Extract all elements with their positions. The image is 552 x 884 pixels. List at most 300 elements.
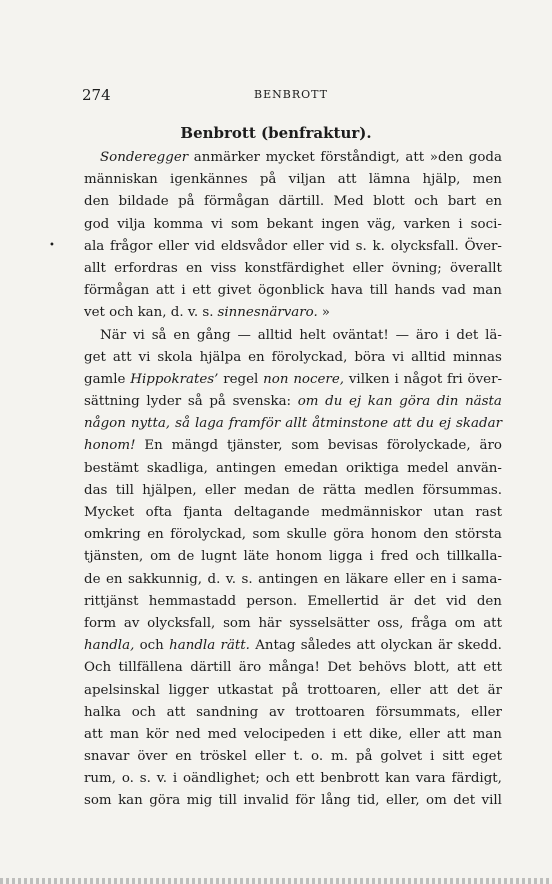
word: som (84, 793, 112, 809)
word: att (84, 726, 103, 742)
text-line (84, 347, 502, 369)
word: ej (349, 394, 362, 410)
text-line (84, 657, 502, 679)
word: ned (175, 726, 201, 742)
word: och (415, 549, 440, 565)
text-line (84, 391, 502, 413)
text-line (84, 480, 502, 502)
word: nytta, (130, 416, 171, 432)
word: i (430, 749, 435, 765)
word: blott (373, 194, 405, 210)
word: antingen (215, 460, 276, 476)
word: honom (370, 527, 417, 543)
word: använ- (456, 460, 502, 476)
word: om (150, 549, 171, 565)
text-line (84, 435, 502, 457)
word: att (446, 726, 466, 742)
word: läkare (345, 571, 389, 587)
word: minnas (452, 349, 502, 365)
word: någon (84, 416, 126, 432)
word: till (369, 283, 388, 299)
word: i (332, 726, 337, 742)
word: vad (441, 283, 466, 299)
text-line (84, 524, 502, 546)
word: mängd (171, 438, 219, 454)
text-line (84, 680, 502, 702)
word: i (181, 283, 186, 299)
word: att (112, 349, 132, 365)
word: lämna (368, 172, 411, 188)
word: nästa (465, 394, 502, 410)
word: ett (343, 726, 362, 742)
word: på (259, 172, 277, 188)
word: tjänsten, (84, 549, 144, 565)
word: till (218, 793, 237, 809)
word: på (355, 749, 373, 765)
word: Över- (464, 238, 502, 254)
word: kör (146, 726, 169, 742)
word: eller (292, 238, 324, 254)
margin-mark: • (49, 240, 55, 251)
word: vilja (117, 216, 146, 232)
word: Det (327, 660, 352, 676)
word: handla (169, 638, 216, 654)
word: d. (207, 571, 221, 587)
word: non (263, 371, 289, 387)
word: av (123, 615, 140, 631)
word: att (393, 416, 412, 432)
word: om (454, 615, 476, 631)
word: på (281, 682, 299, 698)
word: man (472, 726, 502, 742)
word: och (414, 194, 439, 210)
page-header (82, 86, 500, 108)
word: medan (243, 482, 290, 498)
word: frågor (110, 238, 153, 254)
word: hjälpen, (142, 482, 197, 498)
word: komma (153, 216, 204, 232)
text-line (84, 214, 502, 236)
word: eller (352, 260, 384, 276)
word: kan (367, 394, 393, 410)
word: man (472, 283, 502, 299)
word: i (458, 216, 463, 232)
word: göra (399, 394, 431, 410)
word: tjänster, (226, 438, 283, 454)
word: sakkunnig, (127, 571, 203, 587)
word: här (258, 615, 282, 631)
word: deltagande (233, 505, 310, 520)
word: gång (196, 327, 231, 343)
word: apelsinskal (84, 682, 160, 698)
word: vi (211, 216, 223, 232)
text-run: sinnesnärvaro. (217, 305, 318, 321)
word: helt (299, 327, 326, 343)
word: över (137, 749, 168, 765)
word: medel (407, 460, 449, 476)
word: handla, (84, 638, 135, 654)
word: oriktiga (345, 460, 400, 476)
word: kan (118, 793, 143, 809)
word: lyder (146, 394, 182, 410)
word: med (207, 726, 237, 742)
word: En (144, 438, 163, 454)
page-number: 274 (82, 86, 111, 104)
word: fred (380, 549, 409, 565)
word: en (173, 327, 190, 343)
word: rum, (84, 771, 116, 787)
word: böra (354, 349, 386, 365)
word: oändlighet; (183, 771, 260, 787)
text-line (84, 325, 502, 347)
word: du (325, 394, 343, 410)
word: men (472, 172, 502, 188)
word: alltid (411, 349, 446, 365)
word: i (445, 327, 450, 343)
word: s. (139, 771, 151, 787)
text-line (84, 702, 502, 724)
word: att (483, 615, 502, 631)
word: de (84, 571, 101, 587)
word: trottoaren (295, 704, 365, 720)
word: igenkännes (170, 172, 248, 188)
word: antingen (258, 571, 319, 587)
word: das (84, 482, 108, 498)
word: halka (84, 704, 121, 720)
word: vid (329, 238, 350, 254)
word: förolyckad, (271, 349, 348, 365)
word: tillkalla- (446, 549, 502, 565)
word: så (175, 416, 190, 432)
word: kan (385, 771, 410, 787)
word: ett (295, 771, 315, 787)
word: en (147, 527, 164, 543)
word: ej (438, 416, 452, 432)
word: äro (479, 438, 502, 454)
word: det (413, 593, 436, 609)
text-line (84, 280, 502, 302)
word: dike, (368, 726, 403, 742)
word: honom (275, 549, 323, 565)
text-line (84, 258, 502, 280)
word: blott, (413, 660, 450, 676)
text-line (84, 746, 502, 768)
word: olycksfall. (390, 238, 459, 254)
word: medlen (364, 482, 415, 498)
word: o. (121, 771, 134, 787)
word: att (337, 172, 357, 188)
word: sandning (196, 704, 259, 720)
word: rätta (322, 482, 356, 498)
text-line (84, 790, 502, 812)
word: således (300, 638, 352, 654)
word: tröskel (199, 749, 247, 765)
word: nocere, (293, 371, 345, 387)
word: Mycket (84, 505, 135, 520)
word: människan (84, 172, 158, 188)
word: skadar (456, 416, 502, 432)
word: regel (223, 371, 259, 387)
word: i (369, 549, 374, 565)
word: förmågan (204, 194, 270, 210)
word: och (265, 771, 290, 787)
word: eller, (385, 793, 420, 809)
word: svenska: (232, 394, 292, 410)
word: på (178, 194, 195, 210)
word: fri (447, 371, 463, 387)
word: rätt. (220, 638, 250, 654)
word: olyckan (380, 638, 433, 654)
word: som (252, 527, 281, 543)
text-line (84, 768, 502, 790)
word: tillfällena (118, 660, 183, 676)
word: är (487, 682, 502, 698)
text-line (84, 724, 502, 746)
text-line (84, 369, 502, 391)
word: din (436, 394, 459, 410)
word: gamle (84, 371, 126, 387)
word: rast (475, 505, 502, 520)
word: sättning (84, 394, 140, 410)
word: Med (333, 194, 364, 210)
word: det (456, 682, 479, 698)
word: alltid (257, 327, 293, 343)
word: förmågan (84, 283, 150, 299)
word: viljan (288, 172, 326, 188)
word: sysselsätter (289, 615, 370, 631)
word: i (394, 371, 399, 387)
word: fjanta (183, 505, 223, 520)
word: varken (403, 216, 451, 232)
word: Emellertid (307, 593, 379, 609)
word: goda (468, 150, 502, 165)
word: de (177, 549, 195, 565)
word: Sonderegger (100, 150, 189, 165)
word: lång (321, 793, 351, 809)
word: förolyckade, (386, 438, 471, 454)
word: största (454, 527, 502, 543)
word: vid (446, 593, 467, 609)
word: ligger (168, 682, 209, 698)
word: skedd. (457, 638, 502, 654)
word: en (248, 349, 265, 365)
word: eller (204, 482, 236, 498)
word: Hippokrates’ (130, 371, 219, 387)
word: s. (355, 238, 367, 254)
word: viss (210, 260, 237, 276)
text-run: vet och kan, d. v. s. (84, 305, 214, 321)
word: get (84, 349, 106, 365)
word: eller (393, 571, 425, 587)
word: väg, (367, 216, 396, 232)
word: ofta (145, 505, 172, 520)
text-line (84, 591, 502, 613)
word: hjälp, (422, 172, 461, 188)
word: eldsvådor (220, 238, 288, 254)
word: hjälpa (199, 349, 242, 365)
word: trottoaren, (307, 682, 382, 698)
word: det (453, 793, 476, 809)
word: i (452, 571, 457, 587)
word: därtill. (278, 194, 325, 210)
word: ögonblick (258, 283, 325, 299)
word: som (223, 615, 251, 631)
word: fråga (411, 615, 447, 631)
word: konstfärdighet (244, 260, 345, 276)
word: ala (84, 238, 105, 254)
word: en (105, 571, 123, 587)
word: att (429, 682, 449, 698)
word: bestämt (84, 460, 139, 476)
word: invalid (243, 793, 289, 809)
word: som (291, 438, 320, 454)
word: rittjänst (84, 593, 139, 609)
word: och (139, 638, 164, 654)
word: emedan (284, 460, 338, 476)
word: den (476, 593, 502, 609)
word: något (403, 371, 443, 387)
word: — (395, 327, 410, 343)
word: lugnt (201, 549, 237, 565)
word: skulle (286, 527, 327, 543)
page-edge (0, 878, 552, 884)
text-line (84, 502, 502, 524)
word: försummats, (375, 704, 461, 720)
word: att (166, 704, 186, 720)
word: om (426, 793, 447, 809)
word: tid, (357, 793, 380, 809)
word: m. (331, 749, 348, 765)
text-run: » (321, 305, 330, 321)
word: mig (186, 793, 213, 809)
word: honom! (84, 438, 136, 454)
text-line (84, 613, 502, 635)
word: ligga (328, 549, 363, 565)
word: oss, (377, 615, 404, 631)
word: övning; (391, 260, 442, 276)
word: hemmastadd (148, 593, 237, 609)
word: ingen (321, 216, 360, 232)
word: göra (333, 527, 365, 543)
word: omkring (84, 527, 141, 543)
word: snavar (84, 749, 130, 765)
word: sitt (442, 749, 465, 765)
word: förståndigt, (320, 150, 400, 165)
word: man (109, 726, 140, 742)
word: av (268, 704, 285, 720)
word: hava (330, 283, 363, 299)
word: bekant (266, 216, 314, 232)
word: v. (225, 571, 237, 587)
word: erfordras (114, 260, 178, 276)
word: därtill (190, 660, 232, 676)
word: utan (433, 505, 464, 520)
word: de (298, 482, 315, 498)
word: en (430, 571, 447, 587)
word: att (457, 660, 476, 676)
word: eller (158, 238, 189, 254)
word: När (100, 327, 127, 343)
word: behövs (358, 660, 407, 676)
word: överallt (450, 260, 502, 276)
word: i (172, 771, 178, 787)
word: »den (429, 150, 464, 165)
word: och (131, 704, 156, 720)
word: allt (285, 416, 308, 432)
word: k. (372, 238, 385, 254)
word: läte (243, 549, 270, 565)
word: äro (238, 660, 262, 676)
text-line (84, 458, 502, 480)
word: vi (132, 327, 145, 343)
running-head: BENBROTT (254, 88, 328, 101)
word: färdigt, (451, 771, 502, 787)
word: sama- (461, 571, 502, 587)
word: eller (471, 704, 502, 720)
word: vara (415, 771, 446, 787)
word: vi (138, 349, 151, 365)
word: om (297, 394, 319, 410)
word: eller (409, 726, 440, 742)
text-line (84, 191, 502, 213)
word: skadliga, (146, 460, 208, 476)
word: benbrott (320, 771, 380, 787)
word: utkastat (217, 682, 274, 698)
word: hands (394, 283, 436, 299)
word: göra (149, 793, 181, 809)
word: är (437, 638, 453, 654)
text-line (84, 236, 502, 258)
word: oväntat! (332, 327, 389, 343)
word: som (230, 216, 259, 232)
word: allt (84, 260, 106, 276)
word: eller (254, 749, 286, 765)
word: så (187, 394, 203, 410)
word: på (209, 394, 226, 410)
word: vilken (348, 371, 390, 387)
word: förolyckad, (170, 527, 247, 543)
word: soci- (470, 216, 502, 232)
text-line (84, 147, 502, 169)
word: s. (241, 571, 253, 587)
text-line (84, 169, 502, 191)
word: form (84, 615, 117, 631)
word: försummas. (422, 482, 502, 498)
word: eller (389, 682, 421, 698)
word: en (175, 749, 192, 765)
word: en (323, 571, 341, 587)
word: t. (293, 749, 304, 765)
section-title: Benbrott (benfraktur). (180, 124, 372, 142)
word: bevisas (327, 438, 378, 454)
word: att (405, 150, 425, 165)
word: en (485, 194, 502, 210)
text-line (84, 569, 502, 591)
word: laga (194, 416, 224, 432)
word: v. (156, 771, 168, 787)
word: så (151, 327, 167, 343)
word: skola (157, 349, 193, 365)
word: golvet (380, 749, 423, 765)
word: för (295, 793, 315, 809)
word: — (237, 327, 251, 343)
word: o. (311, 749, 324, 765)
word: äro (415, 327, 439, 343)
word: anmärker (193, 150, 260, 165)
word: person. (246, 593, 298, 609)
text-line (84, 302, 502, 324)
word: lä- (485, 327, 502, 343)
